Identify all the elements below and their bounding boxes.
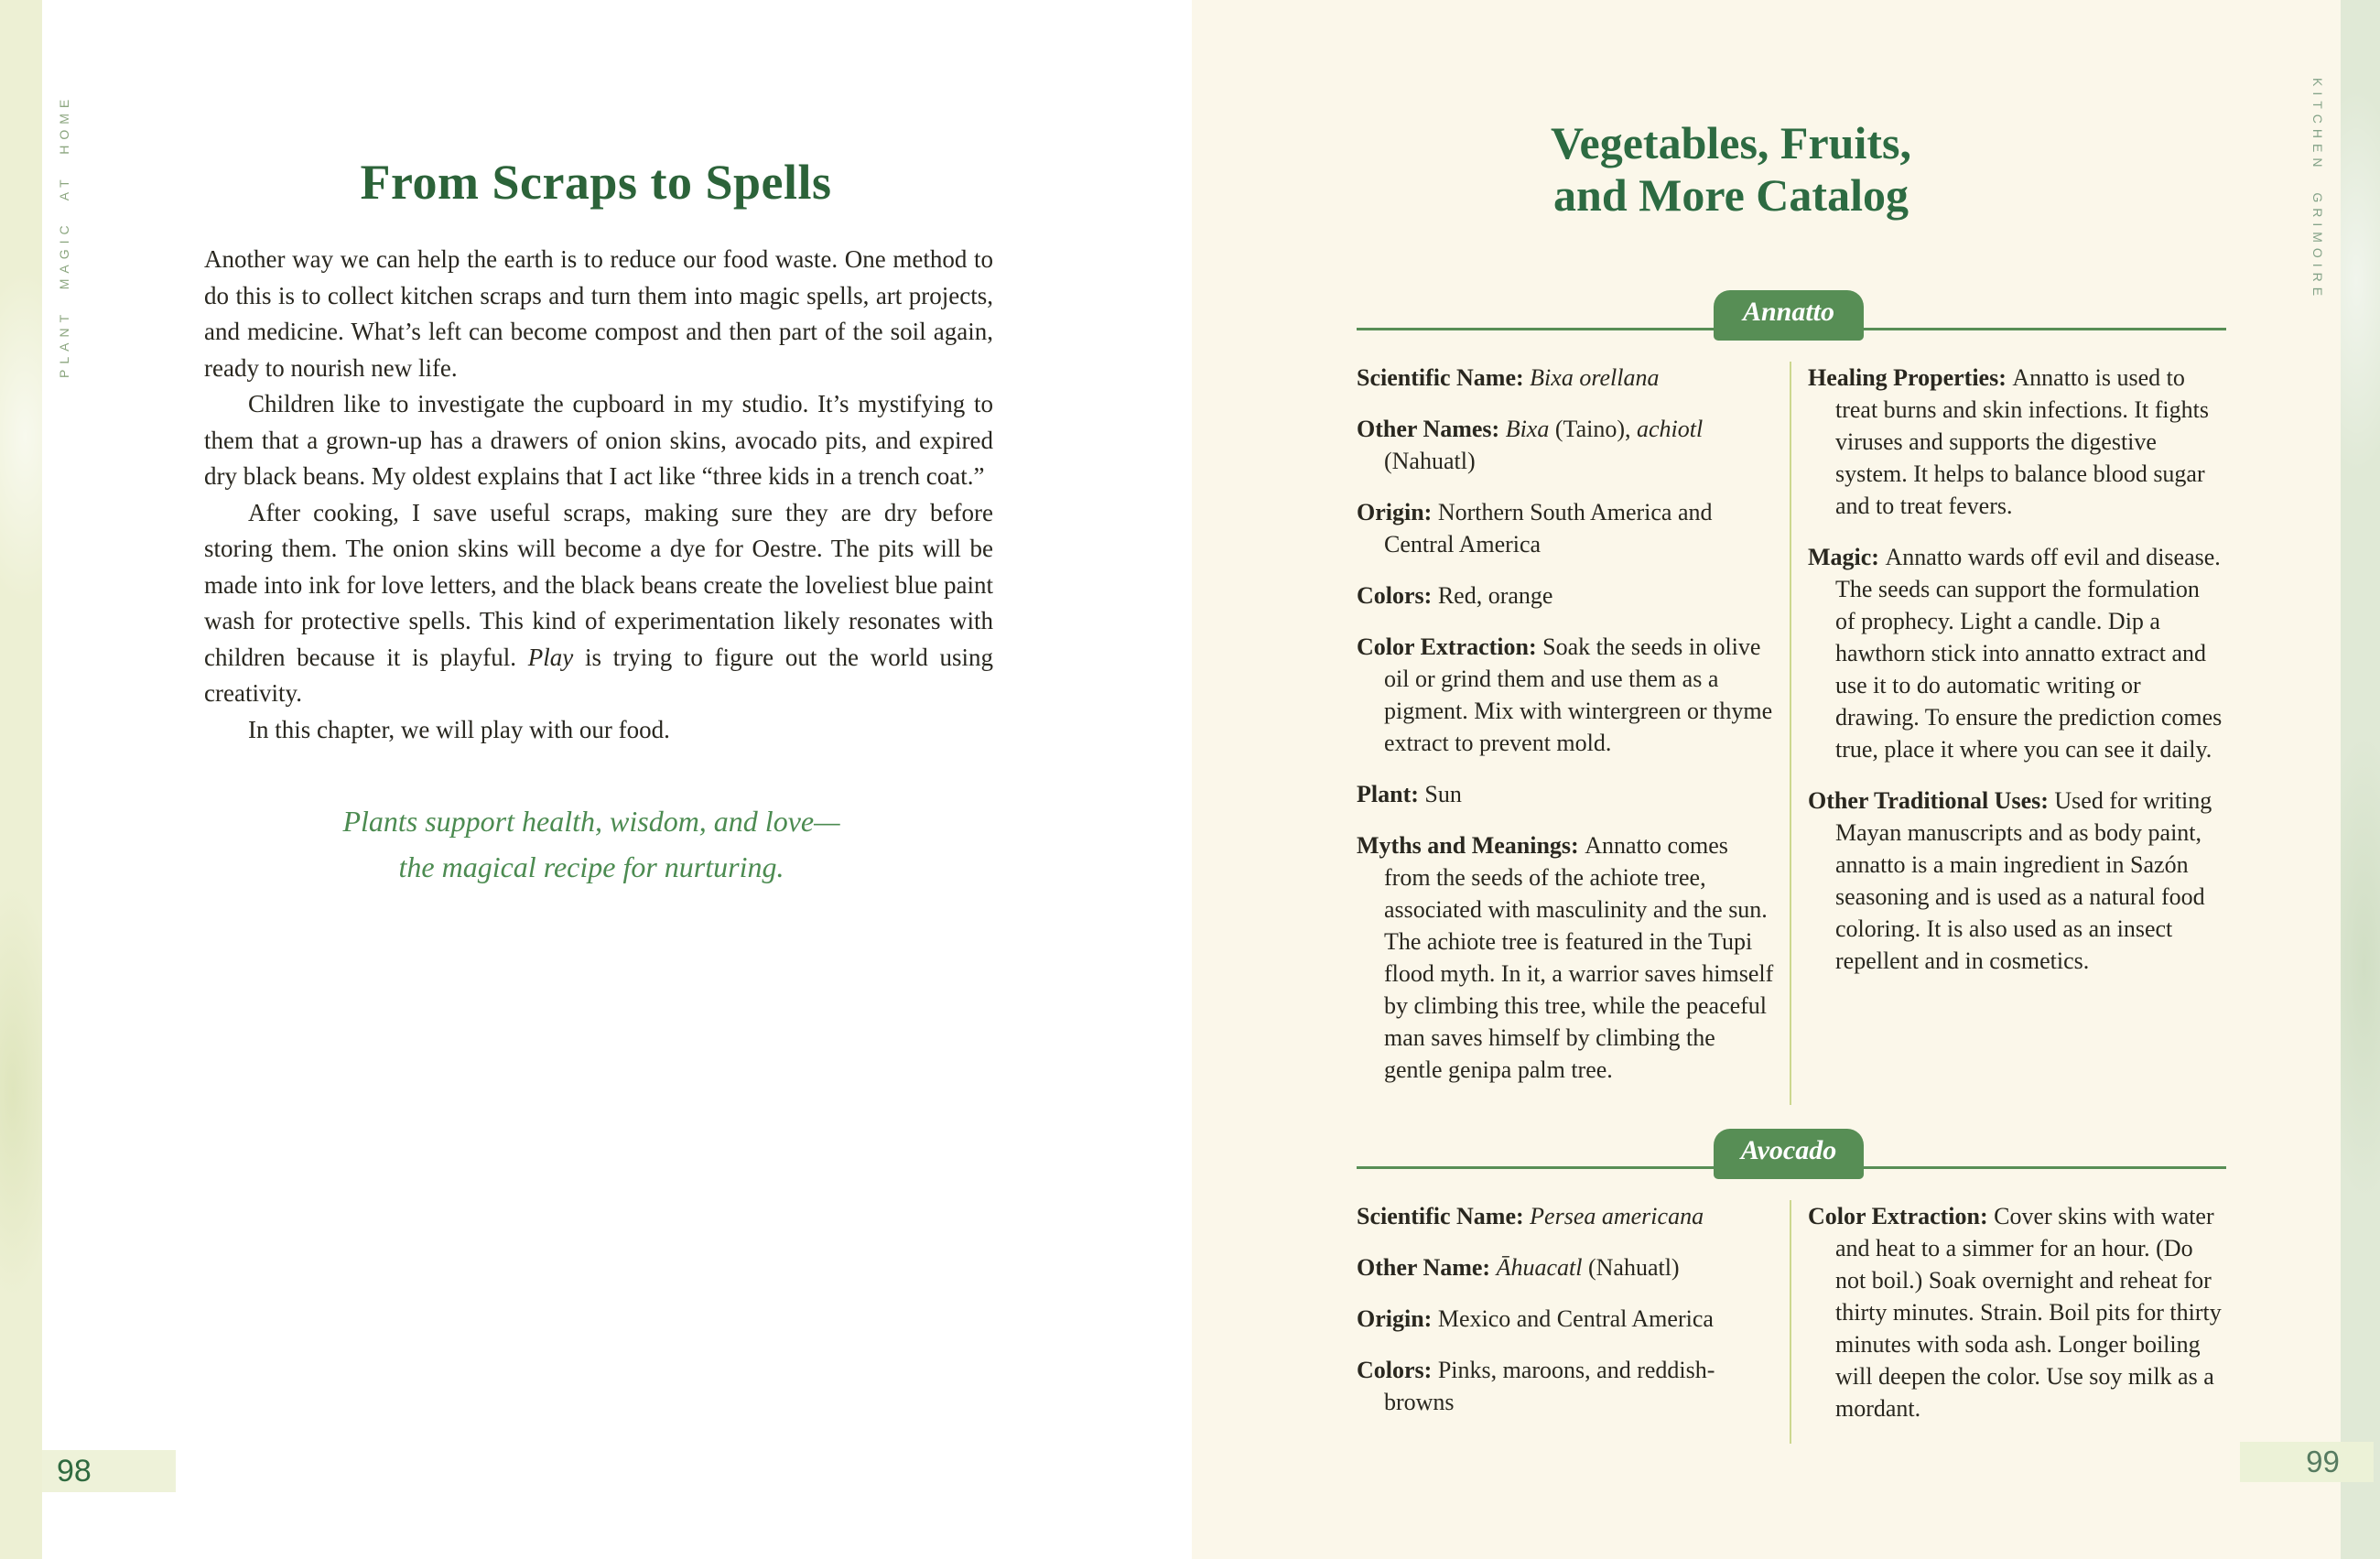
field-label: Scientific Name: xyxy=(1357,364,1531,391)
field-label: Scientific Name: xyxy=(1357,1203,1531,1229)
catalog-title xyxy=(1192,117,2270,222)
entry-columns xyxy=(1357,1200,2226,1444)
entry-column xyxy=(1357,1200,1778,1444)
entry-field: Color Extraction: Cover skins with water and heat to a simmer for an hour. (Do not boil.) Soak overnight and reheat for thirty minutes. Strain. Boil pits for thirty minutes with soda ash. Longer boiling will deepen the color. Use soy milk as a mordant. xyxy=(1808,1203,2222,1422)
page-number-band-left xyxy=(42,1450,176,1492)
body-paragraph: Children like to investigate the cupboard in my studio. It’s mystifying to them that a grown-up has a drawers of onion skins, avocado pits, and expired dry black beans. My oldest explains that I act like “three kids in a trench coat.” xyxy=(204,390,993,490)
field-label: Color Extraction: xyxy=(1357,633,1543,660)
field-label: Colors: xyxy=(1357,582,1438,609)
entry-column xyxy=(1357,362,1778,1105)
left-margin-running-title: PLANT MAGIC AT HOME xyxy=(57,93,71,378)
entry-field: Origin: Mexico and Central America xyxy=(1357,1305,1714,1332)
field-label: Myths and Meanings: xyxy=(1357,832,1585,859)
field-label: Plant: xyxy=(1357,781,1425,807)
field-label: Other Name: xyxy=(1357,1254,1497,1281)
pull-quote-line-1: Plants support health, wisdom, and love— xyxy=(342,805,840,838)
right-edge-texture xyxy=(2341,0,2380,1559)
pull-quote-line-2: the magical recipe for nurturing. xyxy=(398,850,784,883)
catalog-title-line-1: Vegetables, Fruits, xyxy=(1551,117,1911,168)
column-divider xyxy=(1790,1200,1791,1444)
entry-field: Color Extraction: Soak the seeds in olive oil or grind them and use them as a pigment. Mix with wintergreen or thyme extract to prevent mold. xyxy=(1357,633,1773,756)
entry-badge: Avocado xyxy=(1714,1129,1864,1179)
entry-field: Scientific Name: Persea americana xyxy=(1357,1203,1704,1229)
field-label: Colors: xyxy=(1357,1357,1438,1383)
entry-badge: Annatto xyxy=(1714,290,1864,341)
entry-field: Colors: Pinks, maroons, and reddish-browns xyxy=(1357,1357,1715,1415)
chapter-body-text xyxy=(204,242,993,748)
entry-column xyxy=(1808,1200,2224,1444)
page-number-band-right xyxy=(2240,1442,2374,1482)
field-label: Other Names: xyxy=(1357,416,1506,442)
entry-field: Other Traditional Uses: Used for writing Mayan manuscripts and as body paint, annatto is a main ingredient in Sazón seasoning and is used as a natural food coloring. It is also used as an insect repellent and in cosmetics. xyxy=(1808,787,2212,974)
entry-field: Scientific Name: Bixa orellana xyxy=(1357,364,1660,391)
body-paragraph: In this chapter, we will play with our food. xyxy=(248,715,670,743)
body-paragraph: Another way we can help the earth is to reduce our food waste. One method to do this is to collect kitchen scraps and turn them into magic spells, art projects, and medicine. What’s left can become compost and then part of the soil again, ready to nourish new life. xyxy=(204,245,993,382)
field-label: Other Traditional Uses: xyxy=(1808,787,2055,814)
right-margin-running-title: KITCHEN GRIMOIRE xyxy=(2310,78,2325,302)
entry-field: Magic: Annatto wards off evil and disease. The seeds can support the formulation of prophecy. Light a candle. Dip a hawthorn stick into annatto extract and use it to do automatic writing or drawing. To ensure the prediction comes true, place it where you can see it daily. xyxy=(1808,544,2223,763)
column-divider xyxy=(1790,362,1791,1105)
entry-column xyxy=(1808,362,2224,1105)
entry-field: Other Name: Āhuacatl (Nahuatl) xyxy=(1357,1254,1680,1281)
page-number-right: 99 xyxy=(2306,1445,2340,1478)
chapter-title: From Scraps to Spells xyxy=(360,155,832,210)
body-paragraph: After cooking, I save useful scraps, making sure they are dry before storing them. The onion skins will become a dye for Oestre. The pits will be made into ink for love letters, and the black beans create the loveliest blue paint wash for protective spells. This kind of experimentation likely resonates with children because it is playful. Play is trying to figure out the world using creativity. xyxy=(204,498,993,707)
field-label: Color Extraction: xyxy=(1808,1203,1995,1229)
field-label: Origin: xyxy=(1357,1305,1438,1332)
entry-field: Myths and Meanings: Annatto comes from the seeds of the achiote tree, associated with masculinity and the sun. The achiote tree is featured in the Tupi flood myth. In it, a warrior saves himself by climbing this tree, while the peaceful man saves himself by climbing the gentle genipa palm tree. xyxy=(1357,832,1774,1083)
entry-columns xyxy=(1357,362,2226,1105)
page-number-left: 98 xyxy=(57,1454,92,1489)
entry-field: Other Names: Bixa (Taino), achiotl (Nahuatl) xyxy=(1357,416,1704,474)
entry-field: Plant: Sun xyxy=(1357,781,1462,807)
field-label: Healing Properties: xyxy=(1808,364,2013,391)
catalog-title-line-2: and More Catalog xyxy=(1553,169,1909,221)
field-label: Origin: xyxy=(1357,499,1438,525)
right-page xyxy=(1192,0,2380,1559)
pull-quote xyxy=(0,798,1183,890)
left-edge-texture xyxy=(0,0,42,1559)
entry-field: Colors: Red, orange xyxy=(1357,582,1553,609)
field-label: Magic: xyxy=(1808,544,1886,570)
entry-field: Healing Properties: Annatto is used to treat burns and skin infections. It fights viruses and supports the digestive system. It helps to balance blood sugar and to treat fevers. xyxy=(1808,364,2209,519)
entry-field: Origin: Northern South America and Central America xyxy=(1357,499,1713,558)
